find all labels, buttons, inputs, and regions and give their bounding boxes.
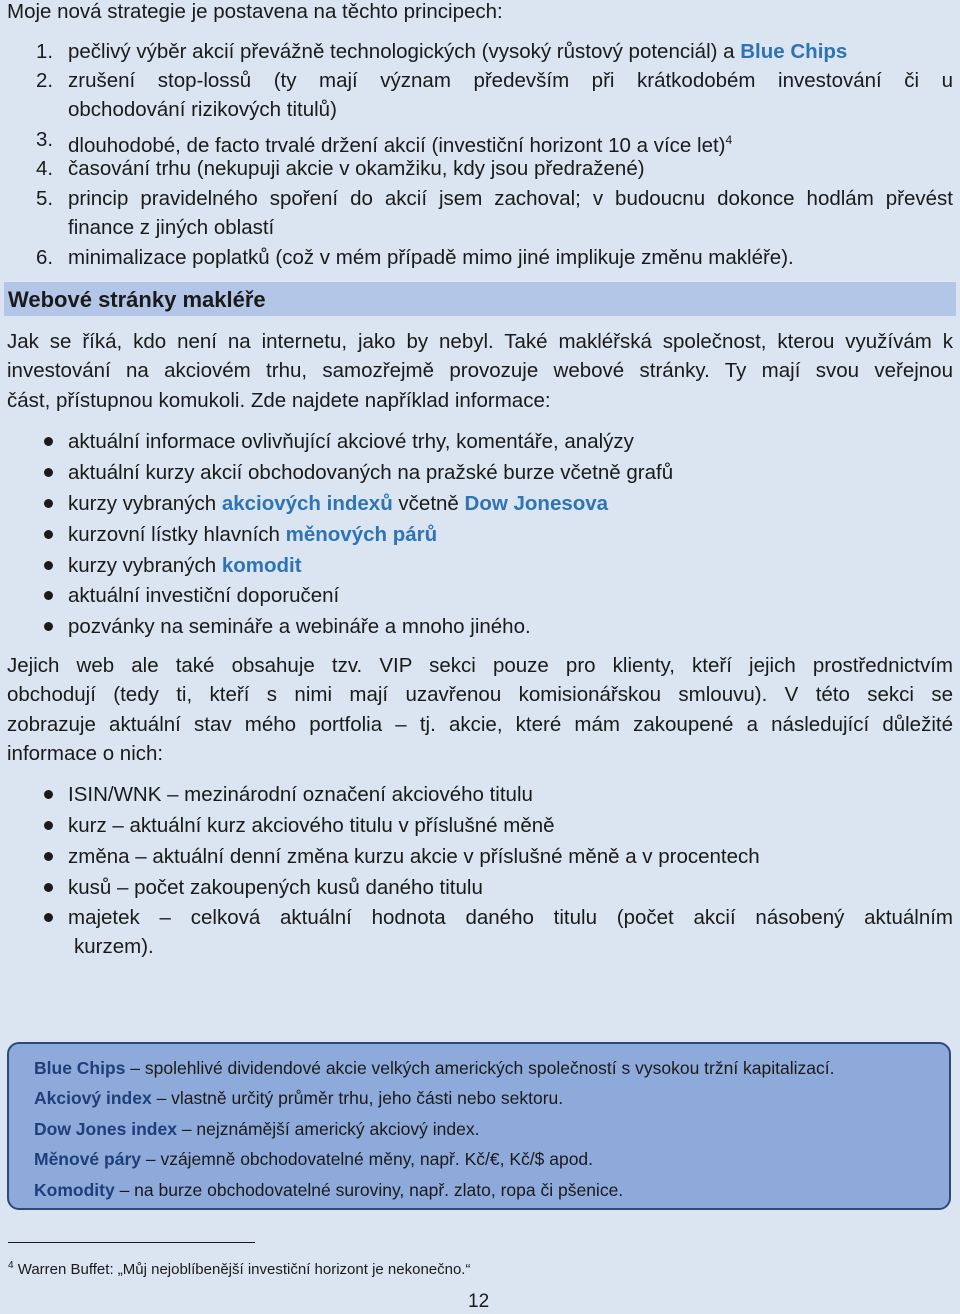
term-link: měnových párů: [285, 523, 438, 546]
list-item: aktuální informace ovlivňující akciové trhy, komentáře, analýzy: [68, 430, 634, 453]
bullet-icon: [44, 622, 53, 631]
definition-desc: – vzájemně obchodovatelné měny, např. Kč/€, Kč/$ apod.: [140, 1149, 594, 1169]
list-item: časování trhu (nekupuji akcie v okamžiku, kdy jsou předražené): [68, 157, 645, 180]
list-item-line: kurzem).: [74, 935, 154, 958]
bullet-icon: [44, 530, 53, 539]
list-item: aktuální kurzy akcií obchodovaných na pražské burze včetně grafů: [68, 461, 674, 484]
term-link: Dow Jonesova: [464, 492, 609, 515]
list-item-line: majetek – celková aktuální hodnota daného titulu (počet akcií násobený aktuálním: [68, 906, 953, 929]
bullet-icon: [44, 591, 53, 600]
definition-desc: – spolehlivé dividendové akcie velkých amerických společností s vysokou tržní kapitalizací.: [125, 1058, 835, 1078]
list-item: [68, 551, 302, 581]
definitions-box: [7, 1042, 951, 1210]
list-item-text: kurzy vybraných: [68, 492, 222, 515]
list-item-text: kurzy vybraných: [68, 554, 222, 577]
list-item-line: zrušení stop-lossů (ty mají význam především při krátkodobém investování či u: [68, 69, 953, 92]
bullet-icon: [44, 852, 53, 861]
footnote-separator: [8, 1242, 255, 1243]
paragraph-line: obchodují (tedy ti, kteří s nimi mají uzavřenou komisionářskou smlouvu). V této sekci se: [7, 683, 953, 706]
list-item-text: včetně: [392, 492, 465, 515]
list-item: ISIN/WNK – mezinárodní označení akciového titulu: [68, 783, 533, 806]
bullet-icon: [44, 883, 53, 892]
definition-item: [34, 1178, 623, 1202]
definition-item: [34, 1056, 835, 1080]
list-item-line: obchodování rizikových titulů): [68, 98, 337, 121]
list-number: 5.: [36, 187, 54, 210]
list-item: kusů – počet zakoupených kusů daného titulu: [68, 876, 483, 899]
page-number: 12: [468, 1291, 490, 1312]
intro-text: Moje nová strategie je postavena na těchto principech:: [7, 0, 503, 23]
definition-item: [34, 1117, 479, 1141]
footnote-text: Warren Buffet: „Můj nejoblíbenější investiční horizont je nekonečno.“: [17, 1261, 471, 1278]
footnote: [8, 1256, 470, 1280]
footnote-number: 4: [8, 1260, 14, 1271]
definition-desc: – nejznámější americký akciový index.: [176, 1119, 480, 1139]
paragraph-line: část, přístupnou komukoli. Zde najdete například informace:: [7, 389, 551, 412]
definition-desc: – vlastně určitý průměr trhu, jeho části nebo sektoru.: [151, 1088, 564, 1108]
list-item: kurz – aktuální kurz akciového titulu v příslušné měně: [68, 814, 555, 837]
paragraph-line: zobrazuje aktuální stav mého portfolia – tj. akcie, které mám zakoupené a následující důležité: [7, 713, 953, 736]
paragraph-line: Jejich web ale také obsahuje tzv. VIP sekci pouze pro klienty, kteří jejich prostřednictvím: [7, 654, 953, 677]
definition-term: Měnové páry: [34, 1149, 141, 1169]
bullet-icon: [44, 821, 53, 830]
list-item: pozvánky na semináře a webináře a mnoho jiného.: [68, 615, 531, 638]
list-number: 4.: [36, 157, 54, 180]
definition-term: Blue Chips: [34, 1058, 126, 1078]
list-item: [68, 489, 608, 519]
list-number: 6.: [36, 246, 54, 269]
bullet-icon: [44, 499, 53, 508]
definition-desc: – na burze obchodovatelné suroviny, např. zlato, ropa či pšenice.: [114, 1180, 624, 1200]
paragraph-line: Jak se říká, kdo není na internetu, jako by nebyl. Také makléřská společnost, kterou využívám k: [7, 330, 953, 353]
list-item-text: pečlivý výběr akcií převážně technologických (vysoký růstový potenciál) a: [68, 40, 741, 63]
list-item-line: princip pravidelného spoření do akcií jsem zachoval; v budoucnu dokonce hodlám převést: [68, 187, 953, 210]
definition-item: [34, 1086, 563, 1110]
bullet-icon: [44, 437, 53, 446]
list-number: 1.: [36, 40, 54, 63]
bullet-icon: [44, 561, 53, 570]
term-link: akciových indexů: [221, 492, 393, 515]
paragraph-line: informace o nich:: [7, 742, 164, 765]
list-item-text: dlouhodobé, de facto trvalé držení akcií (investiční horizont 10 a více let): [68, 134, 726, 157]
list-item-line: finance z jiných oblastí: [68, 216, 275, 239]
bullet-icon: [44, 913, 53, 922]
list-item-text: kurzovní lístky hlavních: [68, 523, 286, 546]
section-heading: Webové stránky makléře: [8, 287, 266, 312]
definition-item: [34, 1147, 593, 1171]
list-number: 2.: [36, 69, 54, 92]
list-item: změna – aktuální denní změna kurzu akcie v příslušné měně a v procentech: [68, 845, 760, 868]
list-item: minimalizace poplatků (což v mém případě mimo jiné implikuje změnu makléře).: [68, 246, 794, 269]
list-item: [68, 520, 437, 550]
paragraph-line: investování na akciovém trhu, samozřejmě provozuje webové stránky. Ty mají svou veřejnou: [7, 359, 953, 382]
bullet-icon: [44, 790, 53, 799]
list-number: 3.: [36, 128, 54, 151]
bullet-icon: [44, 468, 53, 477]
definition-term: Akciový index: [34, 1088, 152, 1108]
term-link: Blue Chips: [740, 40, 848, 63]
list-item: [68, 37, 847, 67]
definition-term: Komodity: [34, 1180, 115, 1200]
footnote-ref[interactable]: 4: [725, 133, 733, 147]
list-item: aktuální investiční doporučení: [68, 584, 340, 607]
definition-term: Dow Jones index: [34, 1119, 177, 1139]
term-link: komodit: [221, 554, 302, 577]
